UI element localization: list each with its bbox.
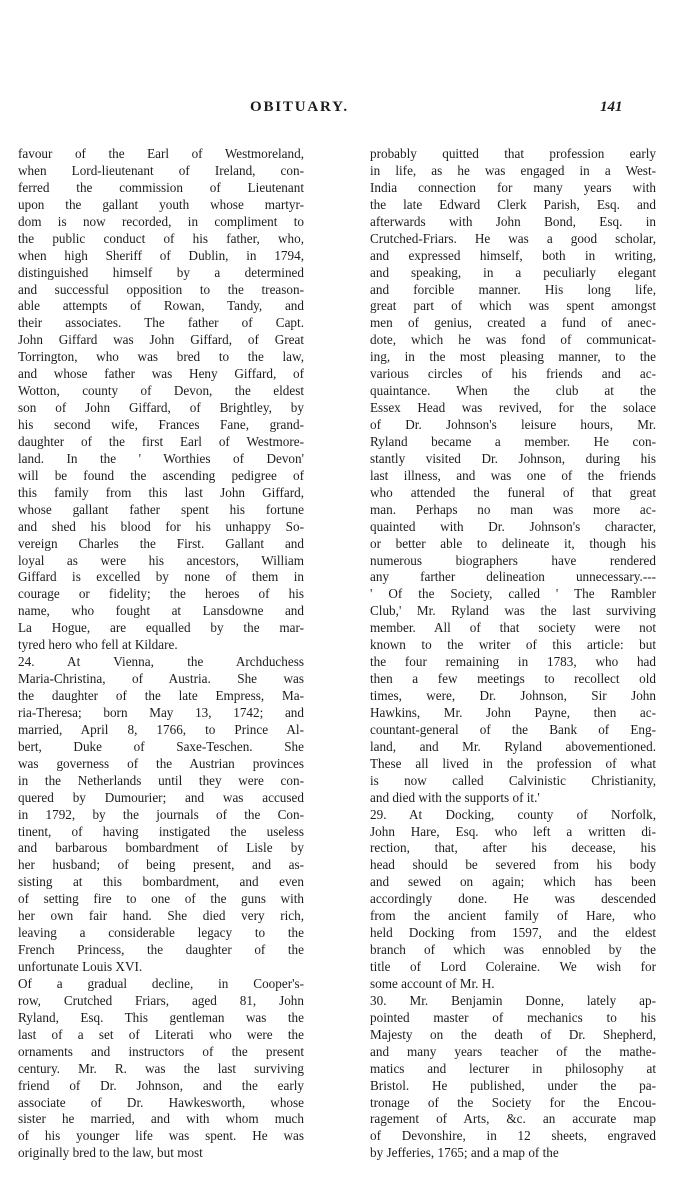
text-line: Ryland became a member. He con- bbox=[370, 433, 656, 449]
text-line: the public conduct of his father, who, bbox=[18, 230, 304, 246]
text-line: These all lived in the profession of what bbox=[370, 755, 656, 771]
text-line: his second wife, Frances Fane, grand- bbox=[18, 417, 304, 432]
text-line: favour of the Earl of Westmoreland, bbox=[18, 146, 304, 161]
text-line: or better able to delineate it, though his bbox=[370, 535, 656, 551]
text-line: and successful opposition to the treason- bbox=[18, 281, 304, 297]
text-line: and many years teacher of the mathe- bbox=[370, 1043, 656, 1059]
text-line: member. All of that society were not bbox=[370, 620, 656, 636]
text-line: and barbarous bombardment of Lisle by bbox=[18, 840, 304, 856]
text-line: any farther delineation unnecessary.--- bbox=[370, 569, 656, 585]
page-header bbox=[0, 99, 677, 123]
text-line: associate of Dr. Hawkesworth, whose bbox=[18, 1094, 304, 1110]
text-line: distinguished himself by a determined bbox=[18, 264, 304, 280]
text-line: who attended the funeral of that great bbox=[370, 484, 656, 500]
text-line: pointed master of mechanics to his bbox=[370, 1009, 656, 1025]
page-number: 141 bbox=[600, 99, 623, 115]
text-line: ' Of the Society, called ' The Rambler bbox=[370, 586, 656, 602]
text-line: whose gallant father spent his fortune bbox=[18, 501, 304, 517]
text-line: son of John Giffard, of Brightley, by bbox=[18, 400, 304, 416]
text-line: in life, as he was engaged in a West- bbox=[370, 162, 656, 178]
text-line: Ryland, Esq. This gentleman was the bbox=[18, 1009, 304, 1025]
text-line: and forcible manner. His long life, bbox=[370, 281, 656, 297]
text-line: this family from this last John Giffard, bbox=[18, 484, 304, 500]
text-line: able attempts of Rowan, Tandy, and bbox=[18, 298, 304, 314]
text-line: last of a set of Literati who were the bbox=[18, 1026, 304, 1042]
text-line: last illness, and was one of the friends bbox=[370, 467, 656, 483]
text-line: men of genius, created a fund of anec- bbox=[370, 315, 656, 331]
text-line: of Devonshire, in 12 sheets, engraved bbox=[370, 1128, 656, 1144]
text-line: various circles of his friends and ac- bbox=[370, 366, 656, 382]
text-line: when high Sheriff of Dublin, in 1794, bbox=[18, 247, 304, 263]
text-line: courage or fidelity; the heroes of his bbox=[18, 586, 304, 602]
text-line: countant-general of the Bank of Eng- bbox=[370, 721, 656, 737]
text-line: the four remaining in 1783, who had bbox=[370, 654, 656, 670]
text-line: ria-Theresa; born May 13, 1742; and bbox=[18, 704, 304, 720]
text-line: originally bred to the law, but most bbox=[18, 1145, 203, 1161]
text-line: matics and lecturer in philosophy at bbox=[370, 1060, 656, 1076]
text-line: held Docking from 1597, and the eldest bbox=[370, 925, 656, 941]
text-line: in 1792, by the journals of the Con- bbox=[18, 806, 304, 822]
text-line: title of Lord Coleraine. We wish for bbox=[370, 959, 656, 974]
text-line: upon the gallant youth whose martyr- bbox=[18, 196, 304, 212]
text-line: 30. Mr. Benjamin Donne, lately ap- bbox=[370, 992, 656, 1008]
text-line: when Lord-lieutenant of Ireland, con- bbox=[18, 162, 304, 178]
text-line: friend of Dr. Johnson, and the early bbox=[18, 1077, 304, 1093]
text-line: unfortunate Louis XVI. bbox=[18, 959, 143, 974]
text-line: Hawkins, Mr. John Payne, then ac- bbox=[370, 704, 656, 720]
left-text-column bbox=[18, 146, 304, 1162]
text-line: afterwards with John Bond, Esq. in bbox=[370, 213, 656, 229]
text-line: stantly visited Dr. Johnson, during his bbox=[370, 450, 656, 466]
text-line: Club,' Mr. Ryland was the last surviving bbox=[370, 603, 656, 619]
text-line: times, were, Dr. Johnson, Sir John bbox=[370, 688, 656, 703]
text-line: and sewed on again; which has been bbox=[370, 874, 656, 890]
text-line: Wotton, county of Devon, the eldest bbox=[18, 383, 304, 399]
text-line: probably quitted that profession early bbox=[370, 146, 656, 161]
text-line: was governess of the Austrian provinces bbox=[18, 755, 304, 771]
text-line: Torrington, who was bred to the law, bbox=[18, 349, 304, 365]
text-line: French Princess, the daughter of the bbox=[18, 942, 304, 958]
text-line: her own fair hand. She died very rich, bbox=[18, 908, 304, 924]
text-line: rection, that, after his decease, his bbox=[370, 840, 656, 856]
text-line: and expressed himself, both in writing, bbox=[370, 247, 656, 263]
text-line: from the ancient family of Hare, who bbox=[370, 908, 656, 924]
text-line: tyred hero who fell at Kildare. bbox=[18, 637, 178, 653]
text-line: Of a gradual decline, in Cooper's- bbox=[18, 975, 304, 991]
text-line: of setting fire to one of the guns with bbox=[18, 891, 304, 907]
text-line: of his younger life was spent. He was bbox=[18, 1128, 304, 1144]
text-line: Essex Head was revived, for the solace bbox=[370, 400, 656, 416]
text-line: India connection for many years with bbox=[370, 179, 656, 195]
text-line: Majesty on the death of Dr. Shepherd, bbox=[370, 1026, 656, 1042]
text-line: Maria-Christina, of Austria. She was bbox=[18, 671, 304, 687]
text-line: then a few meetings to recollect old bbox=[370, 671, 656, 687]
text-line: land. In the ' Worthies of Devon' bbox=[18, 450, 304, 466]
text-line: quaintance. When the club at the bbox=[370, 383, 656, 399]
text-line: her husband; of being present, and as- bbox=[18, 857, 304, 873]
text-line: ferred the commission of Lieutenant bbox=[18, 179, 304, 195]
page-title: OBITUARY. bbox=[250, 99, 349, 115]
text-line: known to the writer of this article: but bbox=[370, 637, 656, 653]
text-line: daughter of the first Earl of Westmore- bbox=[18, 433, 304, 449]
text-line: and shed his blood for his unhappy So- bbox=[18, 518, 304, 534]
text-line: 29. At Docking, county of Norfolk, bbox=[370, 806, 656, 822]
text-line: row, Crutched Friars, aged 81, John bbox=[18, 992, 304, 1008]
text-line: is now called Calvinistic Christianity, bbox=[370, 772, 656, 788]
text-line: great part of which was spent amongst bbox=[370, 298, 656, 314]
text-line: tronage of the Society for the Encou- bbox=[370, 1094, 656, 1110]
text-line: sister he married, and with whom much bbox=[18, 1111, 304, 1127]
text-line: Bristol. He published, under the pa- bbox=[370, 1077, 656, 1093]
text-line: John Giffard was John Giffard, of Great bbox=[18, 332, 304, 348]
text-line: by Jefferies, 1765; and a map of the bbox=[370, 1145, 559, 1161]
text-line: La Hogue, are equalled by the mar- bbox=[18, 620, 304, 636]
text-line: sisting at this bombardment, and even bbox=[18, 874, 304, 890]
text-line: in the Netherlands until they were con- bbox=[18, 772, 304, 788]
text-line: and speaking, in a peculiarly elegant bbox=[370, 264, 656, 280]
text-line: the late Edward Clerk Parish, Esq. and bbox=[370, 196, 656, 212]
right-text-column bbox=[370, 146, 656, 1162]
text-line: the daughter of the late Empress, Ma- bbox=[18, 688, 304, 703]
text-line: leaving a considerable legacy to the bbox=[18, 925, 304, 941]
text-line: Crutched-Friars. He was a good scholar, bbox=[370, 230, 656, 246]
text-line: and whose father was Heny Giffard, of bbox=[18, 366, 304, 382]
text-line: married, April 8, 1766, to Prince Al- bbox=[18, 721, 304, 737]
text-line: ragement of Arts, &c. an accurate map bbox=[370, 1111, 656, 1127]
text-line: ing, in the most pleasing manner, to the bbox=[370, 349, 656, 365]
text-line: branch of which was ennobled by the bbox=[370, 942, 656, 958]
text-line: will be found the ascending pedigree of bbox=[18, 467, 304, 483]
text-line: 24. At Vienna, the Archduchess bbox=[18, 654, 304, 670]
text-line: name, who fought at Lansdowne and bbox=[18, 603, 304, 619]
text-line: John Hare, Esq. who left a written di- bbox=[370, 823, 656, 839]
text-line: century. Mr. R. was the last surviving bbox=[18, 1060, 304, 1076]
text-line: some account of Mr. H. bbox=[370, 975, 495, 991]
text-line: quered by Dumourier; and was accused bbox=[18, 789, 304, 805]
text-line: Giffard is excelled by none of them in bbox=[18, 569, 304, 585]
text-line: head should be severed from his body bbox=[370, 857, 656, 873]
text-line: dom is now recorded, in compliment to bbox=[18, 213, 304, 229]
text-line: their associates. The father of Capt. bbox=[18, 315, 304, 331]
text-line: man. Perhaps no man was more ac- bbox=[370, 501, 656, 517]
text-line: ornaments and instructors of the present bbox=[18, 1043, 304, 1059]
text-line: numerous biographers have rendered bbox=[370, 552, 656, 568]
text-line: quainted with Dr. Johnson's character, bbox=[370, 518, 656, 534]
text-line: land, and Mr. Ryland abovementioned. bbox=[370, 738, 656, 754]
text-line: of Dr. Johnson's leisure hours, Mr. bbox=[370, 417, 656, 432]
text-line: accordingly done. He was descended bbox=[370, 891, 656, 907]
text-line: bert, Duke of Saxe-Teschen. She bbox=[18, 738, 304, 754]
text-line: and died with the supports of it.' bbox=[370, 789, 540, 805]
text-line: tinent, of having instigated the useless bbox=[18, 823, 304, 839]
text-line: dote, which he was fond of communicat- bbox=[370, 332, 656, 348]
text-line: vereign Charles the First. Gallant and bbox=[18, 535, 304, 551]
text-line: loyal as were his ancestors, William bbox=[18, 552, 304, 568]
